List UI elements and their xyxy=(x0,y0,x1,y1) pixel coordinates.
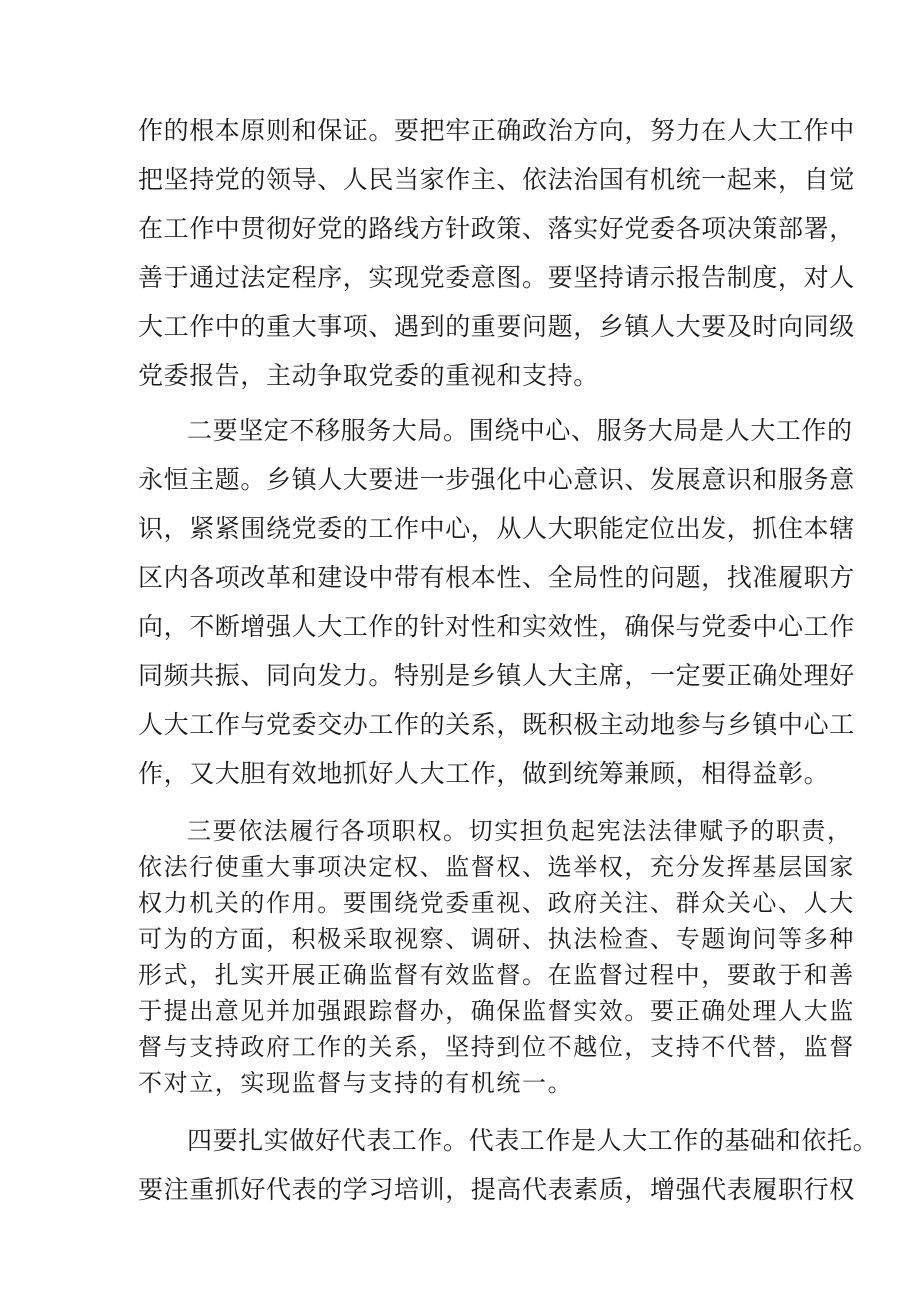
text-line: 向，不断增强人大工作的针对性和实效性，确保与党委中心工作 xyxy=(138,612,855,641)
text-line: 党委报告，主动争取党委的重视和支持。 xyxy=(138,361,599,390)
text-line: 作，又大胆有效地抓好人大工作，做到统筹兼顾，相得益彰。 xyxy=(138,759,830,788)
text-line: 形式，扎实开展正确监督有效监督。在监督过程中，要敢于和善 xyxy=(138,961,855,989)
text-line: 依法行使重大事项决定权、监督权、选举权，充分发挥基层国家 xyxy=(138,853,855,881)
text-line: 四要扎实做好代表工作。代表工作是人大工作的基础和依托。 xyxy=(187,1126,879,1155)
text-line: 督与支持政府工作的关系，坚持到位不越位，支持不代替，监督 xyxy=(138,1033,855,1061)
text-line: 要注重抓好代表的学习培训，提高代表素质，增强代表履职行权 xyxy=(138,1175,855,1204)
text-line: 永恒主题。乡镇人大要进一步强化中心意识、发展意识和服务意 xyxy=(138,465,855,494)
text-line: 区内各项改革和建设中带有根本性、全局性的问题，找准履职方 xyxy=(138,563,855,592)
text-line: 善于通过法定程序，实现党委意图。要坚持请示报告制度，对人 xyxy=(138,263,855,292)
text-line: 把坚持党的领导、人民当家作主、依法治国有机统一起来，自觉 xyxy=(138,165,855,194)
text-line: 作的根本原则和保证。要把牢正确政治方向，努力在人大工作中 xyxy=(138,116,855,145)
text-line: 在工作中贯彻好党的路线方针政策、落实好党委各项决策部署， xyxy=(138,214,855,243)
text-line: 于提出意见并加强跟踪督办，确保监督实效。要正确处理人大监 xyxy=(138,997,855,1025)
text-line: 二要坚定不移服务大局。围绕中心、服务大局是人大工作的 xyxy=(187,416,853,445)
text-line: 不对立，实现监督与支持的有机统一。 xyxy=(138,1069,574,1097)
text-line: 识，紧紧围绕党委的工作中心，从人大职能定位出发，抓住本辖 xyxy=(138,514,855,543)
text-line: 人大工作与党委交办工作的关系，既积极主动地参与乡镇中心工 xyxy=(138,710,855,739)
text-line: 同频共振、同向发力。特别是乡镇人大主席，一定要正确处理好 xyxy=(138,661,855,690)
text-line: 大工作中的重大事项、遇到的重要问题，乡镇人大要及时向同级 xyxy=(138,312,855,341)
text-line: 权力机关的作用。要围绕党委重视、政府关注、群众关心、人大 xyxy=(138,889,855,917)
text-line: 可为的方面，积极采取视察、调研、执法检查、专题询问等多种 xyxy=(138,925,855,953)
text-line: 三要依法履行各项职权。切实担负起宪法法律赋予的职责， xyxy=(187,817,853,845)
